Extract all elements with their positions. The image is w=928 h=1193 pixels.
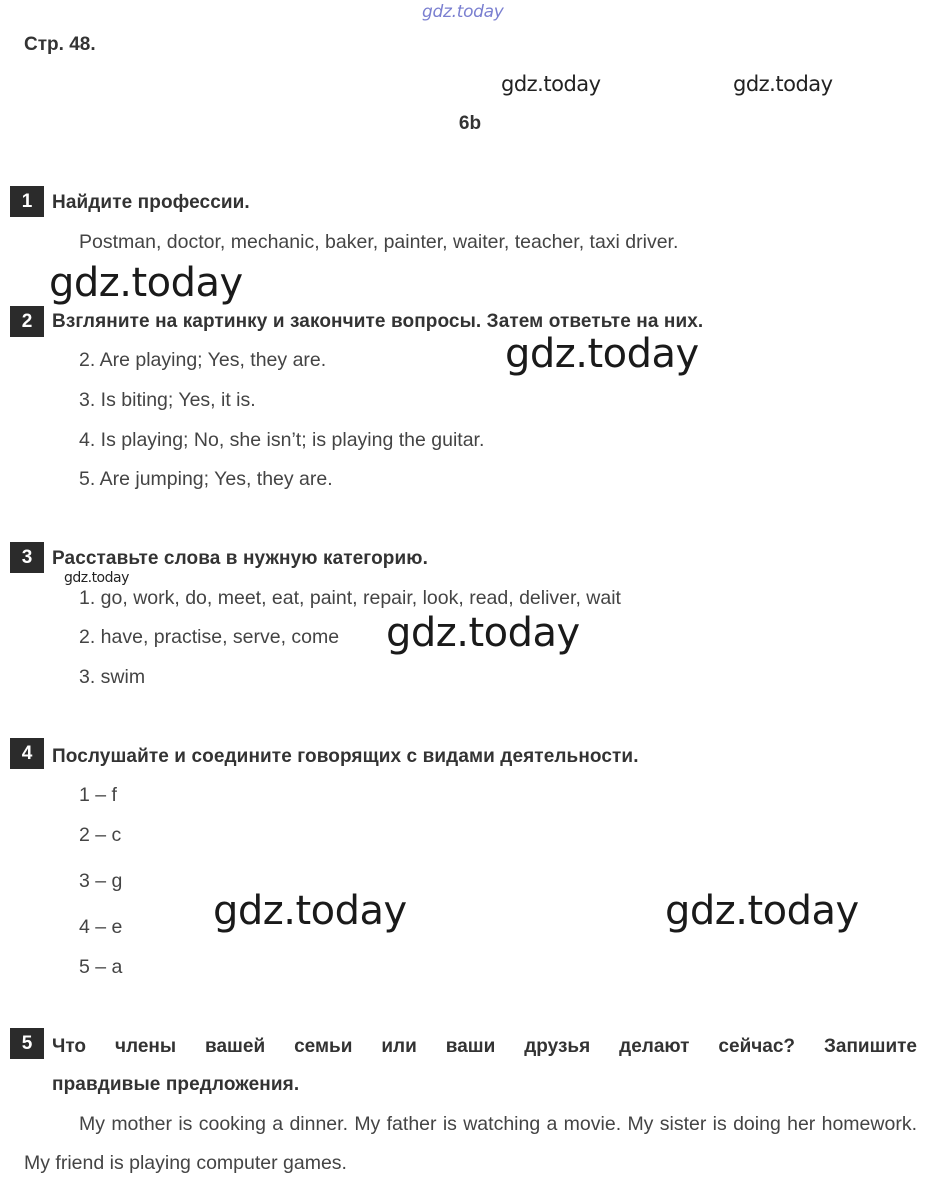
exercise-answer: Postman, doctor, mechanic, baker, painter, waiter, teacher, taxi driver. [79,231,679,253]
exercise-title: Послушайте и соедините говорящих с видами деятельности. [52,746,639,767]
exercise-title: Взгляните на картинку и закончите вопросы. Затем ответьте на них. [52,311,704,332]
exercise-number-badge: 5 [10,1028,44,1059]
exercise-answer: 3. swim [79,666,146,688]
watermark-text: gdz.today [49,260,243,306]
exercise-answer: 3 – g [79,870,123,892]
watermark-text: gdz.today [505,331,699,377]
page-number-label: Стр. 48. [24,34,96,55]
exercise-title: Расставьте слова в нужную категорию. [52,548,428,569]
exercise-answer: 1 – f [79,784,117,806]
exercise-number-badge: 4 [10,738,44,769]
section-title: 6b [458,113,482,134]
exercise-number-badge: 2 [10,306,44,337]
exercise-number-badge: 3 [10,542,44,573]
exercise-answer: 4 – e [79,916,123,938]
exercise-title: Что члены вашей семьи или ваши друзья делают сейчас? Запишите [52,1036,917,1057]
exercise-answer-paragraph: My mother is cooking a dinner. My father is watching a movie. My sister is doing her homework. My friend is playing computer games. [24,1113,917,1174]
exercise-number-badge: 1 [10,186,44,217]
watermark-text: gdz.today [386,610,580,656]
watermark-text: gdz.today [665,888,859,934]
watermark-text: gdz.today [213,888,407,934]
exercise-answer: 2 – c [79,824,122,846]
watermark-text: gdz.today [422,2,504,22]
exercise-title-continued: правдивые предложения. [52,1074,300,1095]
watermark-text: gdz.today [733,72,833,96]
exercise-answer: 4. Is playing; No, she isn’t; is playing the guitar. [79,429,485,451]
exercise-answer: 3. Is biting; Yes, it is. [79,389,256,411]
watermark-text: gdz.today [501,72,601,96]
exercise-answer: 2. have, practise, serve, come [79,626,340,648]
exercise-answer: 5. Are jumping; Yes, they are. [79,468,333,490]
exercise-answer: 5 – a [79,956,123,978]
exercise-answer: 2. Are playing; Yes, they are. [79,349,327,371]
exercise-answer: 1. go, work, do, meet, eat, paint, repair, look, read, deliver, wait [79,587,621,609]
exercise-title: Найдите профессии. [52,192,250,213]
watermark-text: gdz.today [64,570,129,586]
